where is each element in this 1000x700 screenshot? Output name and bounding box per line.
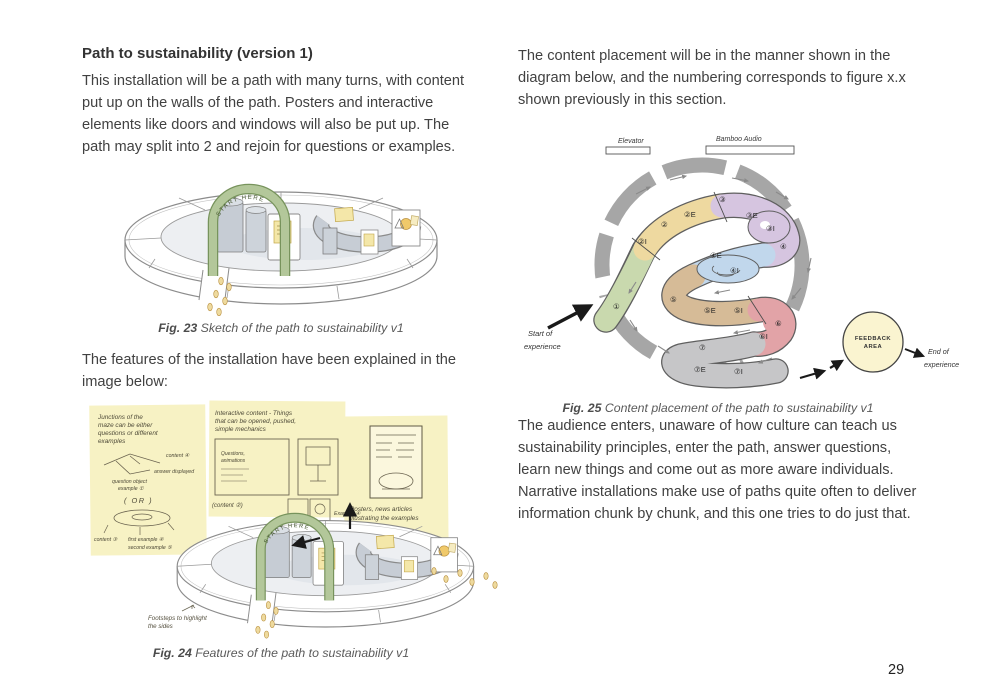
exit-arrow [800,371,824,378]
fig24-caption-label: Fig. 24 [152,646,192,660]
note1-label: first example ④ [128,537,164,543]
node-label: ⑦ [699,343,706,352]
feedback-label-line: FEEDBACK [854,336,892,342]
maze-sketch [125,189,437,316]
content-placement-diagram [518,130,968,396]
note2-line: simple mechanics [215,426,266,433]
left-paragraph-1: This installation will be a path with many turns, with content put up on the walls of the path. Posters and interactive elements like doors and windows will also be put up. The path may split into 2 and rejoin for questions or examples. [82,73,465,155]
note1-label: content ③ [94,537,118,543]
features-sketch [82,399,502,641]
right-column [518,45,960,525]
start-label-line: experience [524,342,561,351]
node-label: ⑥I [759,332,768,341]
bamboo-audio-box [706,146,794,154]
node-label: ⑦E [694,365,706,374]
note1-line: Junctions of the [98,414,143,421]
note3-line: illustrating the examples [350,515,419,522]
figure-24 [82,399,480,660]
exit-arrow [830,361,842,368]
fig24-caption [82,646,480,660]
end-arrow [905,349,923,356]
fig24-caption-text: Features of the path to sustainability v1 [195,646,410,660]
maze-sketch-small [177,518,473,638]
footnote-line: Footsteps to highlight [148,615,207,622]
end-label-line: End of [928,347,949,356]
right-paragraph-1: The content placement will be in the manner shown in the diagram below, and the numbering corresponds to figure x.x shown previously in this section. [518,48,906,108]
note1-label: example ① [118,486,144,492]
note3-line: Posters, news articles [350,506,413,513]
note1-label: question object [112,479,147,485]
note2-label: animations [221,458,246,464]
fig25-caption-text: Content placement of the path to sustainability v1 [604,401,874,415]
note2-label: Questions, [221,451,245,457]
node-label: ⑤ [670,295,677,304]
elevator-box [606,147,650,154]
node-label: ②E [684,210,696,219]
node-label: ⑦I [734,367,743,376]
note1-label: answer displayed [154,469,195,475]
fig23-caption-text: Sketch of the path to sustainability v1 [200,321,404,335]
note1-line: examples [98,438,126,445]
start-label-line: Start of [528,329,553,338]
note2-label: Example ④ [334,511,361,517]
note2-line: that can be opened, pushed, [215,418,297,425]
feedback-label-line: AREA [863,344,883,350]
footnote-line: the sides [148,623,173,630]
note1-or: ( OR ) [124,496,154,505]
arch-label: START HERE [215,194,265,218]
bamboo-audio-label: Bamboo Audio [716,136,762,143]
fig23-caption-label: Fig. 23 [158,321,198,335]
node-label: ④E [710,251,722,260]
node-label: ④ [780,242,787,251]
right-paragraph-2: The audience enters, unaware of how culture can teach us sustainability principles, enter the path, answer questions, learn new things and come out as more aware individuals. Narrative installations make use of paths quite often to deliver information chunk by chunk, and this one tries to do just that. [518,418,917,522]
node-label: ③E [746,211,758,220]
node-label: ②I [638,237,647,246]
end-label-line: experience [924,360,960,369]
node-label: ⑤E [704,306,716,315]
elevator-label: Elevator [618,138,644,145]
blue-blob [697,255,759,283]
node-label: ① [613,302,620,311]
feedback-area-circle [843,312,903,372]
note1-line: questions or different [98,430,158,437]
left-column [82,45,480,660]
section-heading: Path to sustainability (version 1) [82,45,313,62]
figure-25 [518,130,960,415]
fig25-caption-label: Fig. 25 [562,401,602,415]
page-number: 29 [888,662,905,678]
fig23-caption [82,321,480,335]
node-label: ② [661,220,668,229]
node-label: ③I [766,224,775,233]
start-arrow [548,306,590,328]
note2-line: Interactive content - Things [215,410,293,417]
figure-23 [82,164,480,335]
note1-line: maze can be either [98,422,153,429]
fig25-caption [518,401,918,415]
node-label: ⑥ [775,319,782,328]
node-label: ④I [730,266,739,275]
note2-label: (content ②) [212,503,243,509]
note1-label: content ④ [166,453,190,459]
path-installation-sketch [109,164,454,316]
node-label: ③ [719,195,726,204]
node-label: ⑤I [734,306,743,315]
left-paragraph-2: The features of the installation have been explained in the image below: [82,352,457,390]
note1-label: second example ⑤ [128,545,172,551]
